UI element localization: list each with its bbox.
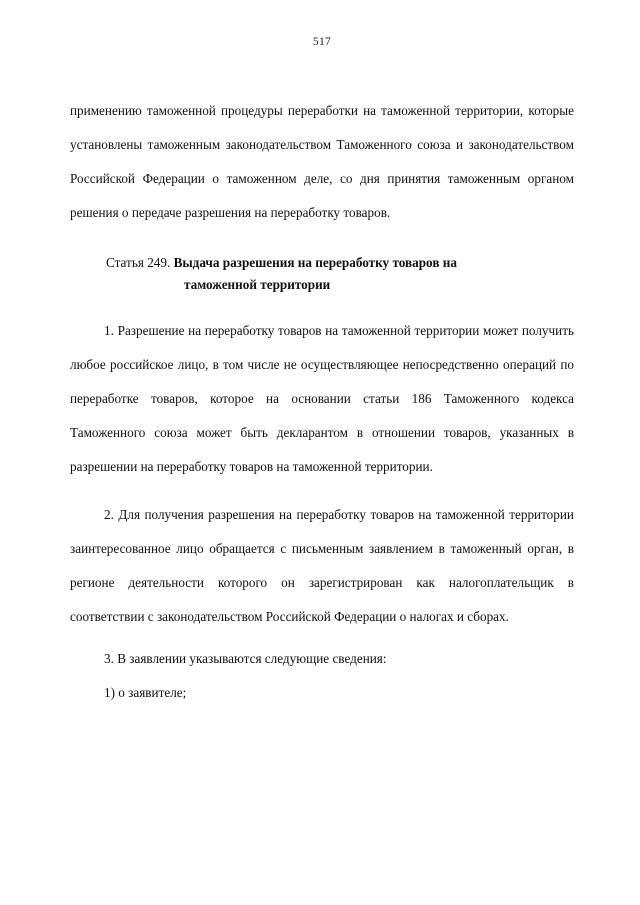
article-heading [70,252,574,296]
article-title-line-2: таможенной территории [184,277,331,292]
article-title-line-1: Выдача разрешения на переработку товаров на [173,255,457,270]
article-item-1: 1. Разрешение на переработку товаров на таможенной территории может получить любое российское лицо, в том числе не осуществляющее непосредственно операций по переработке товаров, которое на основании статьи 186 Таможенного кодекса Таможенного союза может быть декларантом в отношении товаров, указанных в разрешении на переработку товаров на таможенной территории. [70,323,574,474]
article-item-2: 2. Для получения разрешения на переработку товаров на таможенной территории заинтересованное лицо обращается с письменным заявлением в таможенный орган, в регионе деятельности которого он зарегистрирован как налогоплательщик в соответствии с законодательством Российской Федерации о налогах и сборах. [70,507,574,624]
page-number: 517 [312,36,332,48]
article-item-3: 3. В заявлении указываются следующие сведения: [104,651,387,666]
paragraph-continuation: применению таможенной процедуры переработки на таможенной территории, которые установлены таможенным законодательством Таможенного союза и законодательством Российской Федерации о таможенном деле, со дня принятия таможенным органом решения о передаче разрешения на переработку товаров. [70,103,574,220]
article-number: Статья 249. [106,255,171,270]
document-body [70,94,574,710]
article-item-3-subitem-1: 1) о заявителе; [104,685,187,700]
